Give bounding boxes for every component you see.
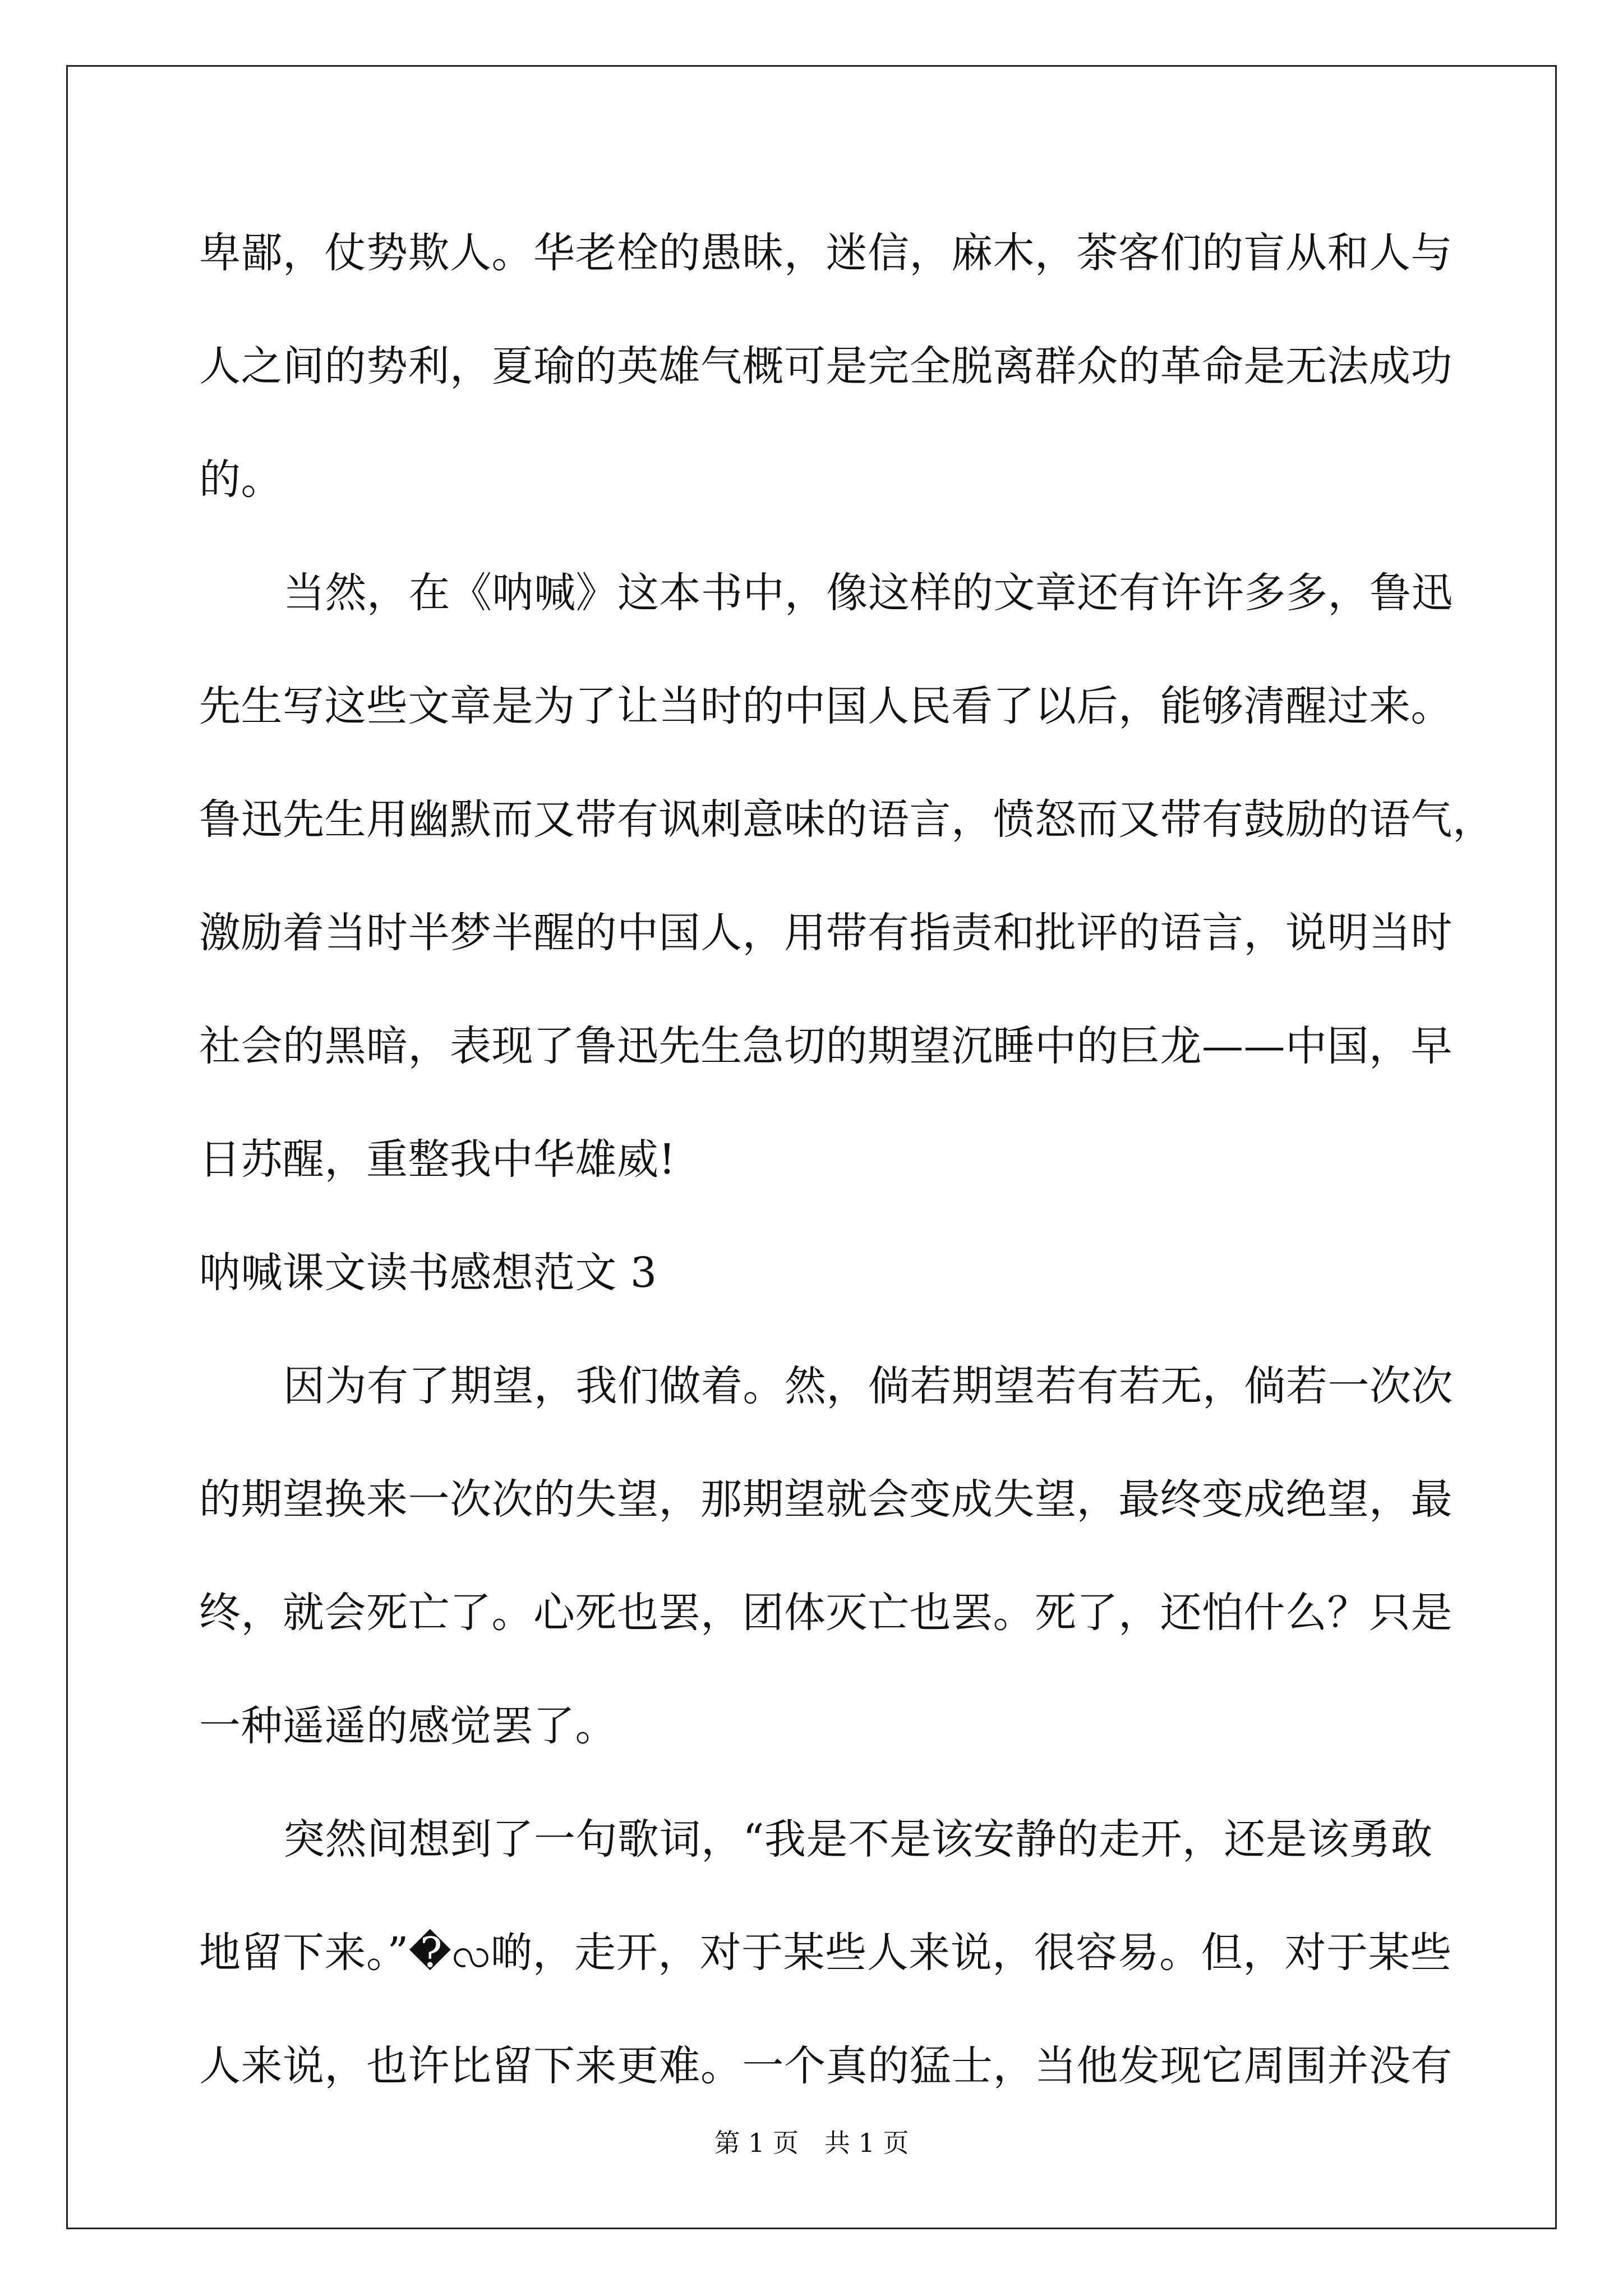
text-line: 人来说，也许比留下来更难。一个真的猛士，当他发现它周围并没有	[199, 2042, 1453, 2090]
text-line: 人之间的势利，夏瑜的英雄气概可是完全脱离群众的革命是无法成功	[199, 342, 1453, 390]
text-line: 先生写这些文章是为了让当时的中国人民看了以后，能够清醒过来。	[199, 682, 1453, 730]
document-body	[199, 196, 1495, 2123]
text-line: 的。	[199, 455, 283, 504]
text-line: 社会的黑暗，表现了鲁迅先生急切的期望沉睡中的巨龙——中国，早	[199, 1022, 1453, 1070]
text-line: 卑鄙，仗势欺人。华老栓的愚昧，迷信，麻木，茶客们的盲从和人与	[199, 229, 1453, 277]
text-line: 终，就会死亡了。心死也罢，团体灭亡也罢。死了，还怕什么？只是	[199, 1589, 1453, 1637]
text-line: 的期望换来一次次的失望，那期望就会变成失望，最终变成绝望，最	[199, 1475, 1453, 1524]
text-line: 激励着当时半梦半醒的中国人，用带有指责和批评的语言，说明当时	[199, 909, 1453, 957]
text-line: 鲁迅先生用幽默而又带有讽刺意味的语言，愤怒而又带有鼓励的语气，	[199, 795, 1495, 844]
text-line: 当然，在《呐喊》这本书中，像这样的文章还有许许多多，鲁迅	[283, 569, 1453, 617]
text-line: 日苏醒，重整我中华雄威!	[199, 1135, 676, 1184]
text-line: 突然间想到了一句歌词，“我是不是该安静的走开，还是该勇敢	[283, 1815, 1433, 1864]
text-line: 因为有了期望，我们做着。然，倘若期望若有若无，倘若一次次	[283, 1362, 1453, 1410]
page-number-footer: 第 1 页 共 1 页	[714, 2128, 909, 2158]
text-line: 地留下来。”�လ啲，走开，对于某些人来说，很容易。但，对于某些	[199, 1929, 1452, 1977]
section-heading: 呐喊课文读书感想范文 3	[199, 1249, 657, 1297]
text-line: 一种遥遥的感觉罢了。	[199, 1702, 617, 1750]
